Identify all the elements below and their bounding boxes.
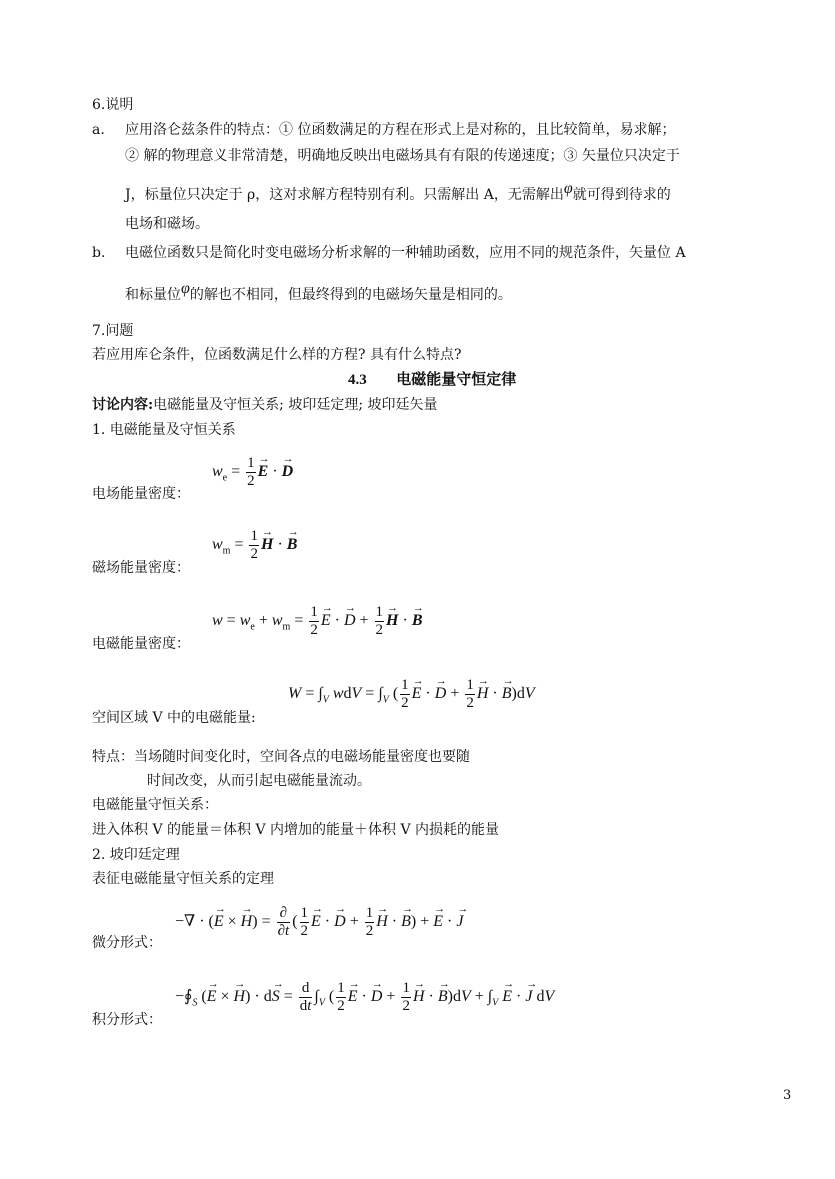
sec6-b-line2	[125, 280, 512, 305]
conservation-text: 进入体积 V 的能量＝体积 V 内增加的能量＋体积 V 内损耗的能量	[92, 822, 500, 838]
phi-symbol: φ	[181, 280, 190, 297]
integral-label: 积分形式：	[92, 1012, 162, 1028]
sec6-a-line1: 应用洛仑兹条件的特点：① 位函数满足的方程在形式上是对称的，且比较简单，易求解；	[125, 122, 676, 138]
sec6-a-marker: a.	[92, 122, 105, 138]
sec6-b-line2-end: 的解也不相同，但最终得到的电磁场矢量是相同的。	[189, 287, 512, 303]
part1-title: 1. 电磁能量及守恒关系	[92, 422, 236, 438]
sec6-title: 6.说明	[92, 97, 134, 113]
sec6-a-line3	[125, 180, 671, 205]
sec7-title: 7.问题	[92, 323, 134, 339]
sec6-b-line2-start: 和标量位	[125, 287, 181, 303]
e-density-label: 电场能量密度：	[92, 486, 190, 502]
sec6-a-line3-text: J，标量位只决定于 ρ，这对求解方程特别有利。只需解出 A，无需解出	[125, 187, 564, 203]
integral-formula: $-∮_S$ (→ E × → H) · d→ S = $\frac{d}{dt}$ $\int_V$ ( $\frac{1}{2}$ → E · → D + $\frac{1}{2}$ → H · → $B)dV + \int_V \to E$ · → J dV	[175, 980, 554, 1015]
feature-line1: 特点：当场随时间变化时，空间各点的电磁场能量密度也要随	[92, 749, 470, 765]
discussion-label: 讨论内容:	[92, 397, 154, 413]
differential-label: 微分形式：	[92, 935, 162, 951]
section-heading	[348, 370, 516, 390]
sec6-a-line4: 电场和磁场。	[125, 216, 209, 232]
sec7-question: 若应用库仑条件，位函数满足什么样的方程? 具有什么特点?	[92, 347, 462, 363]
phi-symbol: φ	[563, 180, 573, 197]
m-density-formula: $w_m$ = $\frac{1}{2}$ → H · → B	[212, 528, 297, 563]
discussion-text: 电磁能量及守恒关系; 坡印廷定理; 坡印廷矢量	[153, 397, 438, 413]
em-density-formula: $w = w_e + w_m$ = $\frac{1}{2}$ → E · → D + $\frac{1}{2}$ → H · → B	[212, 604, 423, 639]
sec6-b-marker: b.	[92, 245, 106, 261]
page-number: 3	[783, 1088, 792, 1103]
sec6-a-line3-end: 就可得到待求的	[572, 187, 671, 203]
section-number: 4.3	[348, 372, 367, 388]
conservation-title: 电磁能量守恒关系：	[92, 797, 218, 813]
total-energy-label: 空间区域 V 中的电磁能量:	[92, 710, 256, 726]
discussion-line	[92, 395, 438, 415]
part2-title: 2. 坡印廷定理	[92, 847, 180, 863]
feature-line2: 时间改变，从而引起电磁能量流动。	[147, 773, 371, 789]
m-density-label: 磁场能量密度：	[92, 560, 190, 576]
e-density-formula: $w_e$ = $\frac{1}{2}$ → E · → D	[212, 455, 293, 490]
section-title: 电磁能量守恒定律	[396, 372, 517, 388]
part2-desc: 表征电磁能量守恒关系的定理	[92, 871, 274, 887]
sec6-a-line2: ② 解的物理意义非常清楚，明确地反映出电磁场具有有限的传递速度；③ 矢量位只决定于	[125, 148, 680, 164]
em-density-label: 电磁能量密度：	[92, 636, 190, 652]
differential-formula: −∇ · (→ E × → H) = $\frac{\partial}{\partial t}$ ( $\frac{1}{2}$ → E · → D + $\frac{1}{2}$ → H · → B) + → E · → J	[175, 905, 463, 940]
sec6-b-line1: 电磁位函数只是简化时变电磁场分析求解的一种辅助函数，应用不同的规范条件，矢量位 A	[125, 245, 686, 261]
total-energy-formula: $W = \int_V$ wdV = $\int_V$ ( $\frac{1}{2}$ → E · → D + $\frac{1}{2}$ → H · → B)dV	[288, 677, 535, 712]
